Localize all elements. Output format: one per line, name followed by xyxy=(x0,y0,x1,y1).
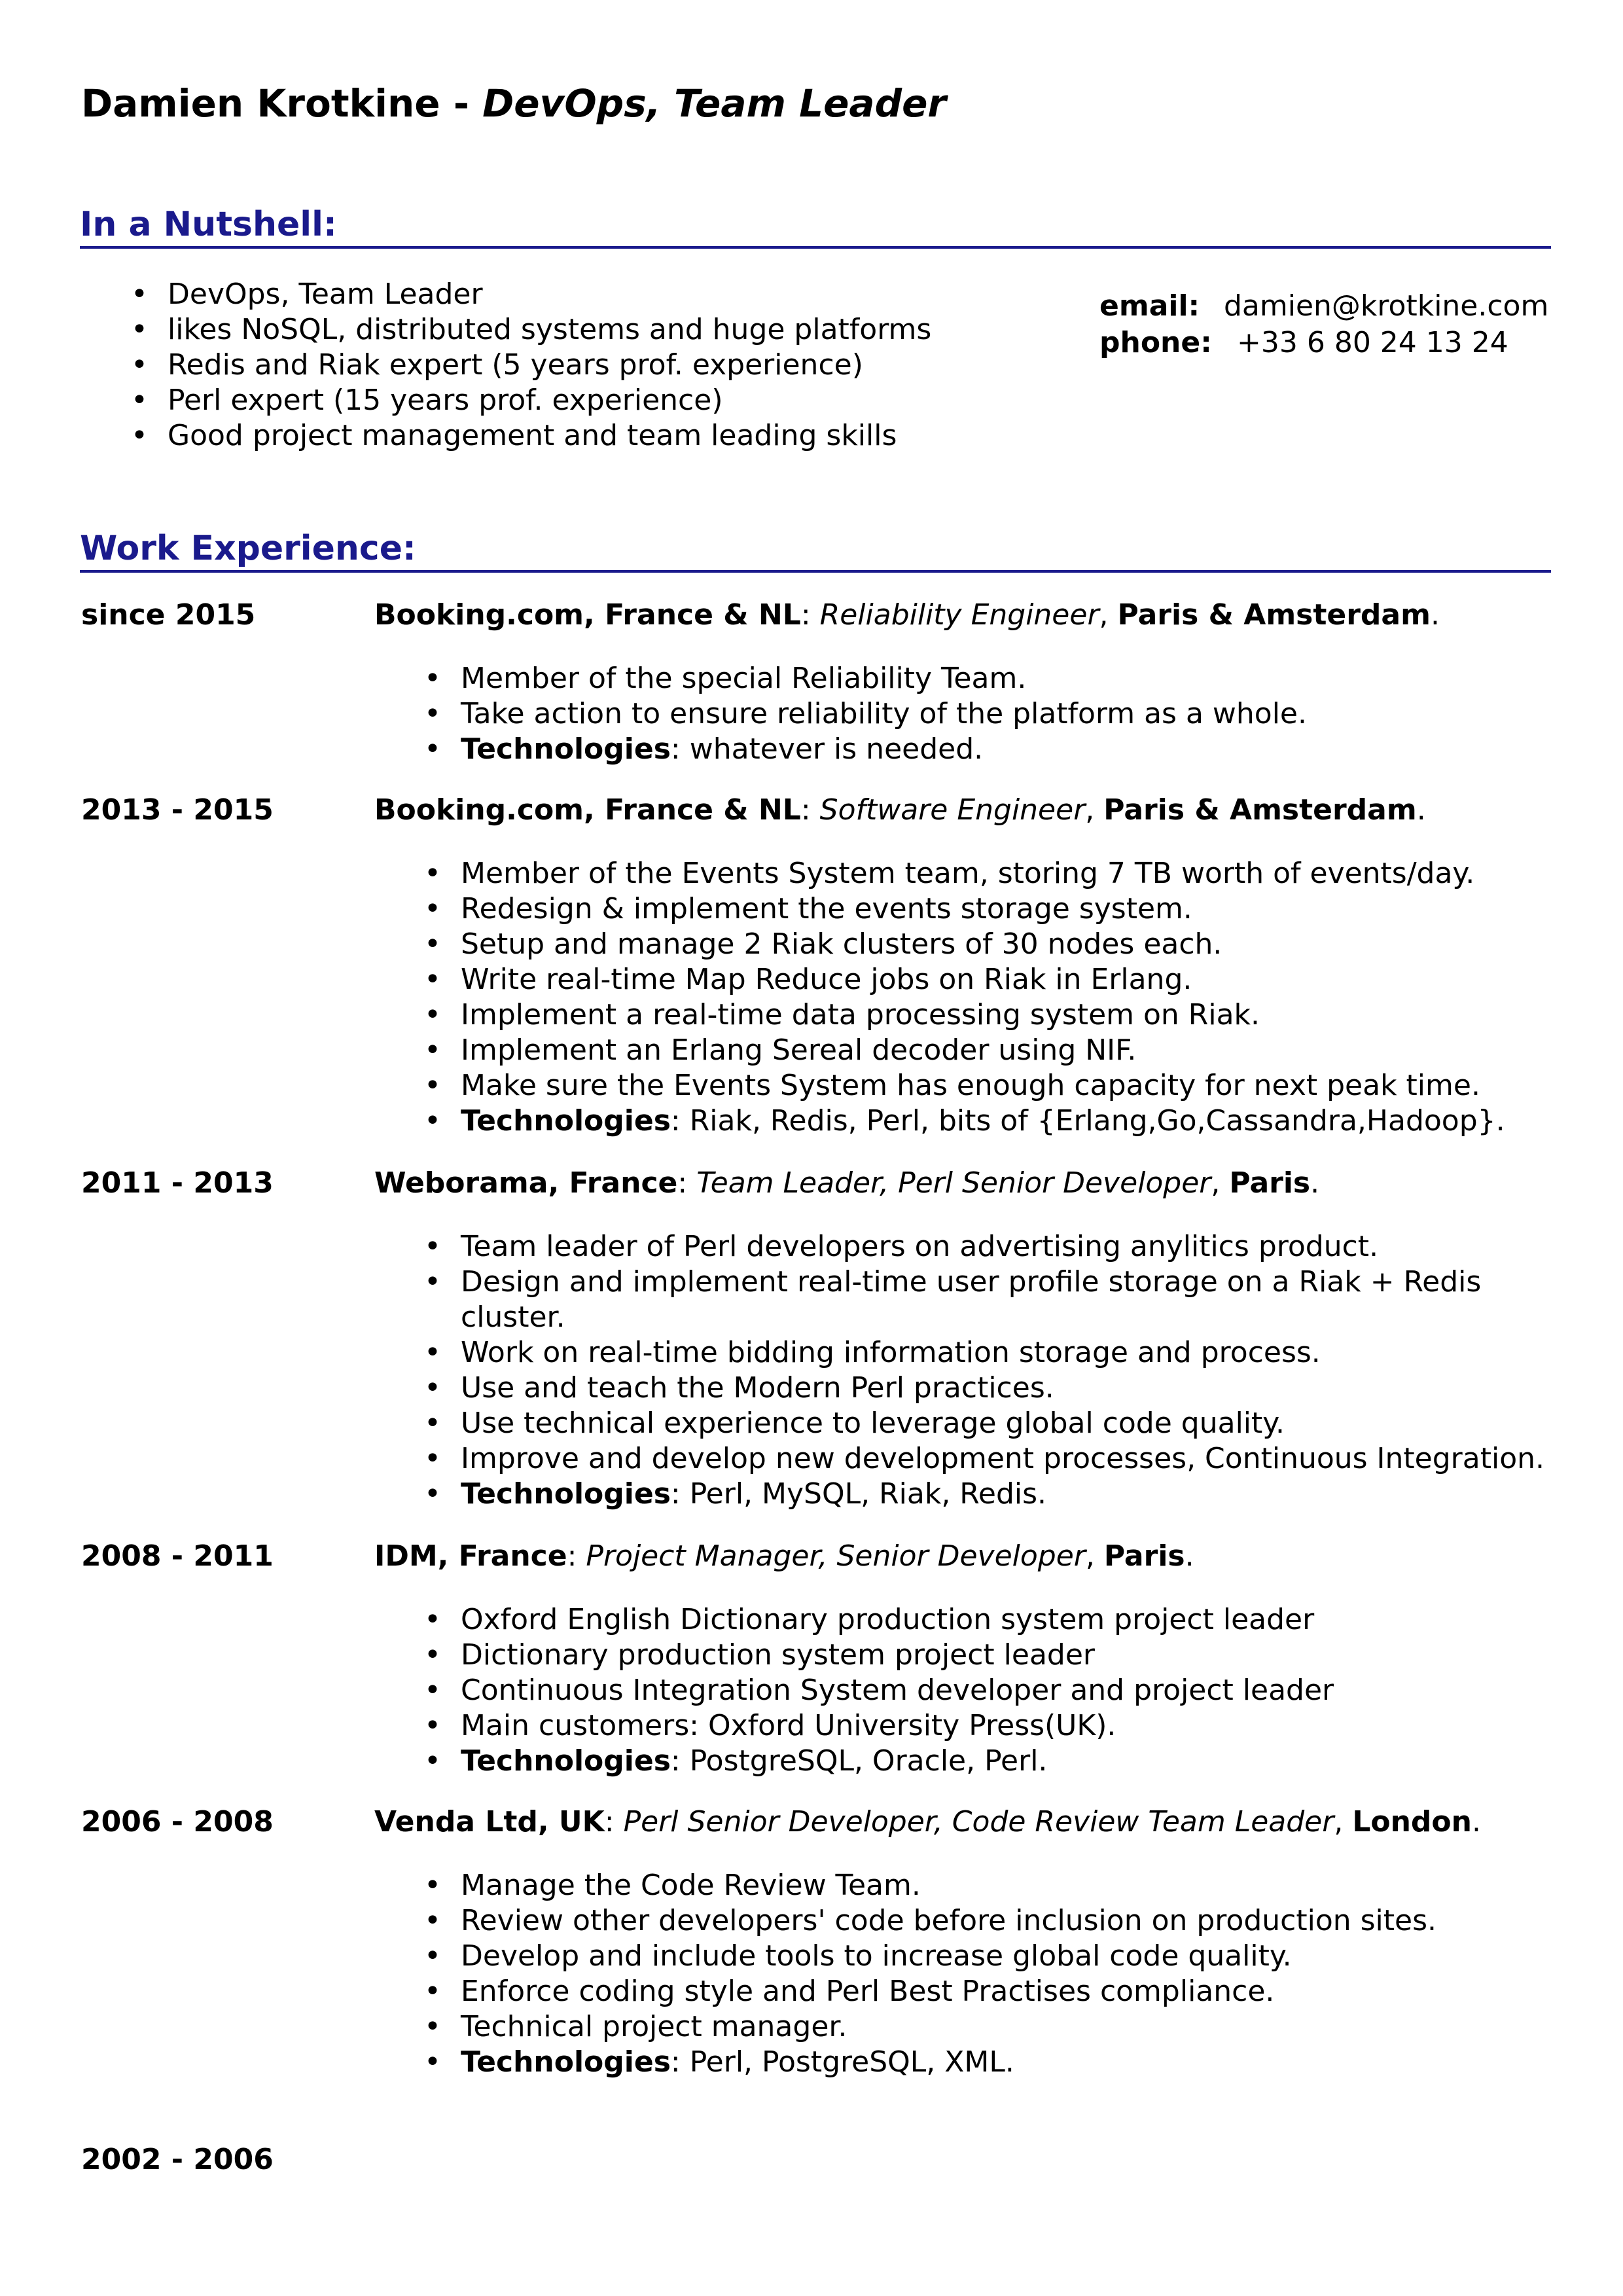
list-item: • Make sure the Events System has enough capacity for next peak time. xyxy=(424,1068,1576,1103)
list-item: • Team leader of Perl developers on advertising anylitics product. xyxy=(424,1229,1576,1265)
technologies-item: • Technologies: PostgreSQL, Oracle, Perl. xyxy=(424,1744,1576,1779)
phone-row xyxy=(1099,325,1548,361)
job-dates: 2006 - 2008 xyxy=(81,1805,274,1839)
list-item: • Technical project manager. xyxy=(424,2009,1576,2045)
job-headline: Booking.com, France & NL: Software Engineer, Paris & Amsterdam. xyxy=(374,793,1426,827)
job-duties xyxy=(424,661,1576,767)
position: Project Manager, Senior Developer xyxy=(586,1539,1086,1573)
technologies-value: PostgreSQL, Oracle, Perl. xyxy=(689,1744,1048,1778)
technologies-label: Technologies xyxy=(461,2045,671,2079)
location: Paris xyxy=(1103,1539,1185,1573)
list-item: • Design and implement real-time user profile storage on a Riak + Redis cluster. xyxy=(424,1265,1576,1335)
company: Venda Ltd, UK xyxy=(374,1805,605,1839)
location: London xyxy=(1352,1805,1472,1839)
list-item: • Enforce coding style and Perl Best Practises compliance. xyxy=(424,1974,1576,2009)
job-duties xyxy=(424,1602,1576,1779)
list-item: • Redesign & implement the events storage system. xyxy=(424,891,1576,927)
job-dates: 2013 - 2015 xyxy=(81,793,274,827)
list-item: • Implement an Erlang Sereal decoder using NIF. xyxy=(424,1033,1576,1068)
job-duties xyxy=(424,1868,1576,2080)
list-item: • Oxford English Dictionary production system project leader xyxy=(424,1602,1576,1638)
technologies-label: Technologies xyxy=(461,1104,671,1138)
email-label: email: xyxy=(1099,289,1200,323)
technologies-label: Technologies xyxy=(461,1744,671,1778)
technologies-item: • Technologies: whatever is needed. xyxy=(424,732,1576,767)
technologies-label: Technologies xyxy=(461,1477,671,1511)
position: Software Engineer xyxy=(819,793,1086,827)
technologies-value: whatever is needed. xyxy=(689,732,984,766)
list-item: • Use technical experience to leverage global code quality. xyxy=(424,1406,1576,1441)
job-dates: 2002 - 2006 xyxy=(81,2143,274,2176)
list-item: • Continuous Integration System developer and project leader xyxy=(424,1673,1576,1708)
technologies-label: Technologies xyxy=(461,732,671,766)
technologies-item: • Technologies: Perl, PostgreSQL, XML. xyxy=(424,2045,1576,2080)
job-headline: Booking.com, France & NL: Reliability Engineer, Paris & Amsterdam. xyxy=(374,598,1440,632)
job-duties xyxy=(424,1229,1576,1512)
list-item: • DevOps, Team Leader xyxy=(131,277,1080,312)
position: Team Leader, Perl Senior Developer xyxy=(696,1166,1211,1200)
position: Perl Senior Developer, Code Review Team Leader xyxy=(623,1805,1334,1839)
list-item: • likes NoSQL, distributed systems and huge platforms xyxy=(131,312,1080,348)
list-item: • Improve and develop new development processes, Continuous Integration. xyxy=(424,1441,1576,1477)
list-item: • Dictionary production system project leader xyxy=(424,1638,1576,1673)
phone-label: phone: xyxy=(1099,326,1212,359)
name: Damien Krotkine - xyxy=(81,81,483,126)
list-item: • Review other developers' code before inclusion on production sites. xyxy=(424,1903,1576,1939)
job-headline: Weborama, France: Team Leader, Perl Senior Developer, Paris. xyxy=(374,1166,1320,1200)
job-headline: IDM, France: Project Manager, Senior Developer, Paris. xyxy=(374,1539,1194,1573)
list-item: • Member of the special Reliability Team. xyxy=(424,661,1576,696)
list-item: • Setup and manage 2 Riak clusters of 30 nodes each. xyxy=(424,927,1576,962)
technologies-value: Riak, Redis, Perl, bits of {Erlang,Go,Cassandra,Hadoop}. xyxy=(689,1104,1505,1138)
list-item: • Work on real-time bidding information storage and process. xyxy=(424,1335,1576,1371)
nutshell-heading: In a Nutshell: xyxy=(80,203,1551,249)
job-headline: Venda Ltd, UK: Perl Senior Developer, Code Review Team Leader, London. xyxy=(374,1805,1481,1839)
company: IDM, France xyxy=(374,1539,567,1573)
job-dates: 2008 - 2011 xyxy=(81,1539,274,1573)
position: Reliability Engineer xyxy=(819,598,1099,632)
company: Booking.com, France & NL xyxy=(374,598,801,632)
company: Booking.com, France & NL xyxy=(374,793,801,827)
job-dates: 2011 - 2013 xyxy=(81,1166,274,1200)
list-item: • Redis and Riak expert (5 years prof. experience) xyxy=(131,348,1080,383)
list-item: • Main customers: Oxford University Press(UK). xyxy=(424,1708,1576,1744)
technologies-value: Perl, MySQL, Riak, Redis. xyxy=(689,1477,1047,1511)
list-item: • Good project management and team leading skills xyxy=(131,418,1080,454)
technologies-item: • Technologies: Riak, Redis, Perl, bits of {Erlang,Go,Cassandra,Hadoop}. xyxy=(424,1103,1576,1139)
location: Paris & Amsterdam xyxy=(1117,598,1431,632)
job-dates: since 2015 xyxy=(81,598,256,632)
list-item: • Manage the Code Review Team. xyxy=(424,1868,1576,1903)
list-item: • Perl expert (15 years prof. experience) xyxy=(131,383,1080,418)
technologies-item: • Technologies: Perl, MySQL, Riak, Redis. xyxy=(424,1477,1576,1512)
list-item: • Develop and include tools to increase global code quality. xyxy=(424,1939,1576,1974)
technologies-value: Perl, PostgreSQL, XML. xyxy=(689,2045,1014,2079)
job-title: DevOps, Team Leader xyxy=(482,81,947,126)
list-item: • Implement a real-time data processing system on Riak. xyxy=(424,997,1576,1033)
email-row xyxy=(1099,288,1548,325)
page-title xyxy=(81,81,946,126)
location: Paris & Amsterdam xyxy=(1103,793,1417,827)
email-address[interactable]: damien@krotkine.com xyxy=(1224,289,1549,323)
list-item: • Take action to ensure reliability of the platform as a whole. xyxy=(424,696,1576,732)
location: Paris xyxy=(1229,1166,1311,1200)
phone-number: +33 6 80 24 13 24 xyxy=(1237,326,1508,359)
company: Weborama, France xyxy=(374,1166,678,1200)
nutshell-list xyxy=(131,277,1080,454)
job-duties xyxy=(424,856,1576,1139)
list-item: • Member of the Events System team, storing 7 TB worth of events/day. xyxy=(424,856,1576,891)
list-item: • Write real-time Map Reduce jobs on Riak in Erlang. xyxy=(424,962,1576,997)
contact-block xyxy=(1099,288,1548,361)
work-experience-heading: Work Experience: xyxy=(80,527,1551,573)
list-item: • Use and teach the Modern Perl practices. xyxy=(424,1371,1576,1406)
